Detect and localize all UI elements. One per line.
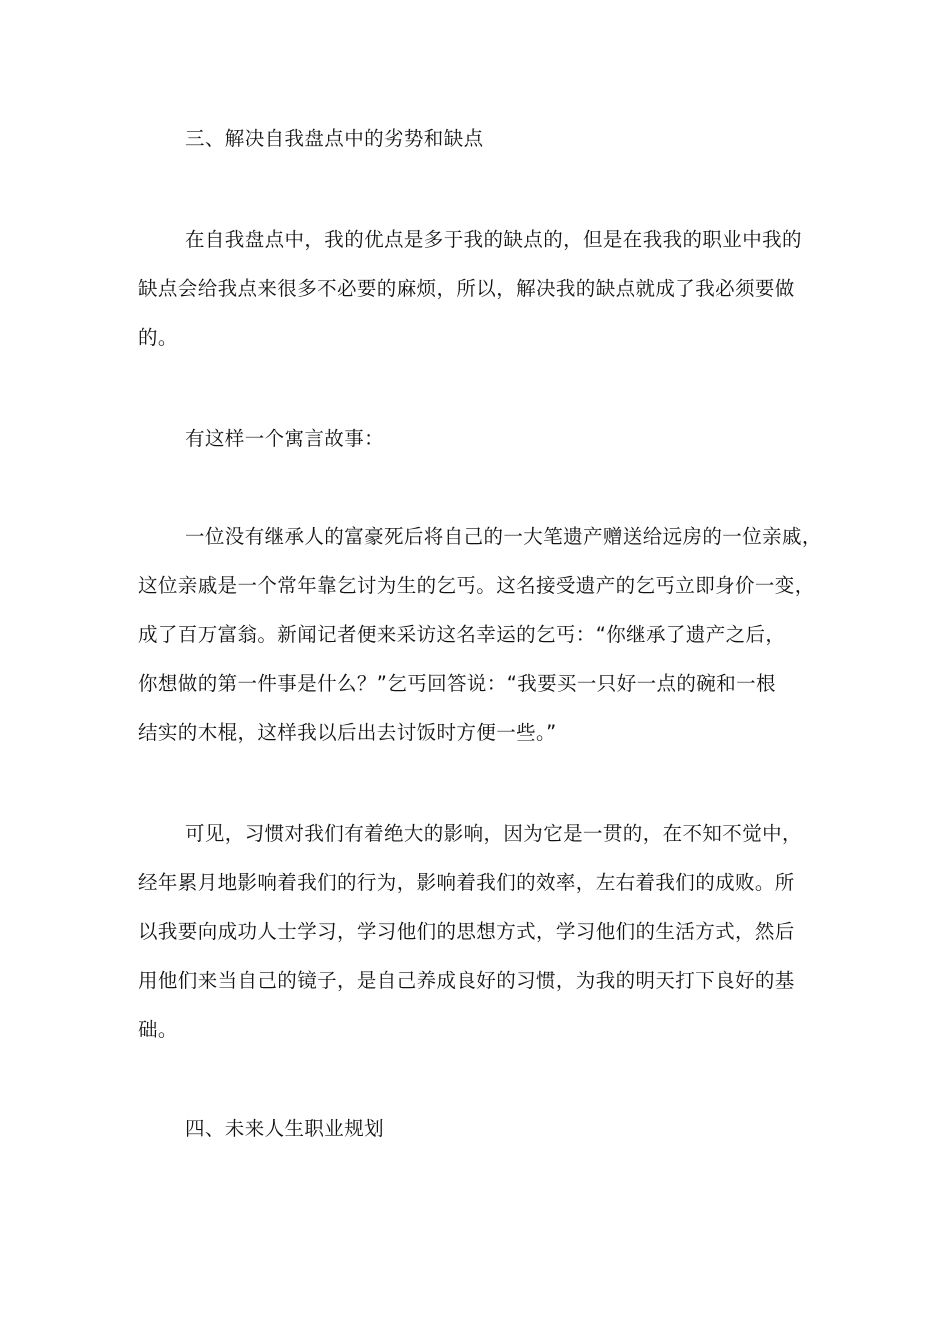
paragraph-line: 经年累月地影响着我们的行为，影响着我们的效率，左右着我们的成败。所: [138, 871, 795, 894]
paragraph-habits: [138, 809, 838, 1054]
paragraph-line: 用他们来当自己的镜子，是自己养成良好的习惯，为我的明天打下良好的基: [138, 969, 795, 992]
paragraph-self-inventory: [138, 215, 838, 362]
paragraph-line: 有这样一个寓言故事：: [185, 427, 385, 450]
paragraph-line: 这位亲戚是一个常年靠乞讨为生的乞丐。这名接受遗产的乞丐立即身价一变，: [138, 574, 815, 597]
paragraph-fable-story: [138, 512, 838, 757]
paragraph-line: 缺点会给我点来很多不必要的麻烦，所以，解决我的缺点就成了我必须要做: [138, 277, 795, 300]
paragraph-line: 一位没有继承人的富豪死后将自己的一大笔遗产赠送给远房的一位亲戚，: [185, 525, 822, 548]
paragraph-line: 你想做的第一件事是什么？”乞丐回答说：“我要买一只好一点的碗和一根: [138, 672, 776, 695]
paragraph-line: 在自我盘点中，我的优点是多于我的缺点的，但是在我我的职业中我的: [185, 228, 802, 251]
section-3-heading: [138, 114, 838, 163]
paragraph-line: 的。: [138, 326, 178, 349]
section-4-heading: [138, 1104, 838, 1153]
paragraph-line: 础。: [138, 1018, 178, 1041]
paragraph-line: 成了百万富翁。新闻记者便来采访这名幸运的乞丐：“你继承了遗产之后，: [138, 623, 786, 646]
paragraph-line: 可见，习惯对我们有着绝大的影响，因为它是一贯的，在不知不觉中，: [185, 822, 802, 845]
heading-text: 四、未来人生职业规划: [185, 1117, 385, 1140]
paragraph-line: 结实的木棍，这样我以后出去讨饭时方便一些。”: [138, 721, 557, 744]
heading-text: 三、解决自我盘点中的劣势和缺点: [185, 127, 484, 150]
paragraph-fable-intro: [138, 414, 838, 463]
paragraph-line: 以我要向成功人士学习，学习他们的思想方式，学习他们的生活方式，然后: [138, 920, 795, 943]
